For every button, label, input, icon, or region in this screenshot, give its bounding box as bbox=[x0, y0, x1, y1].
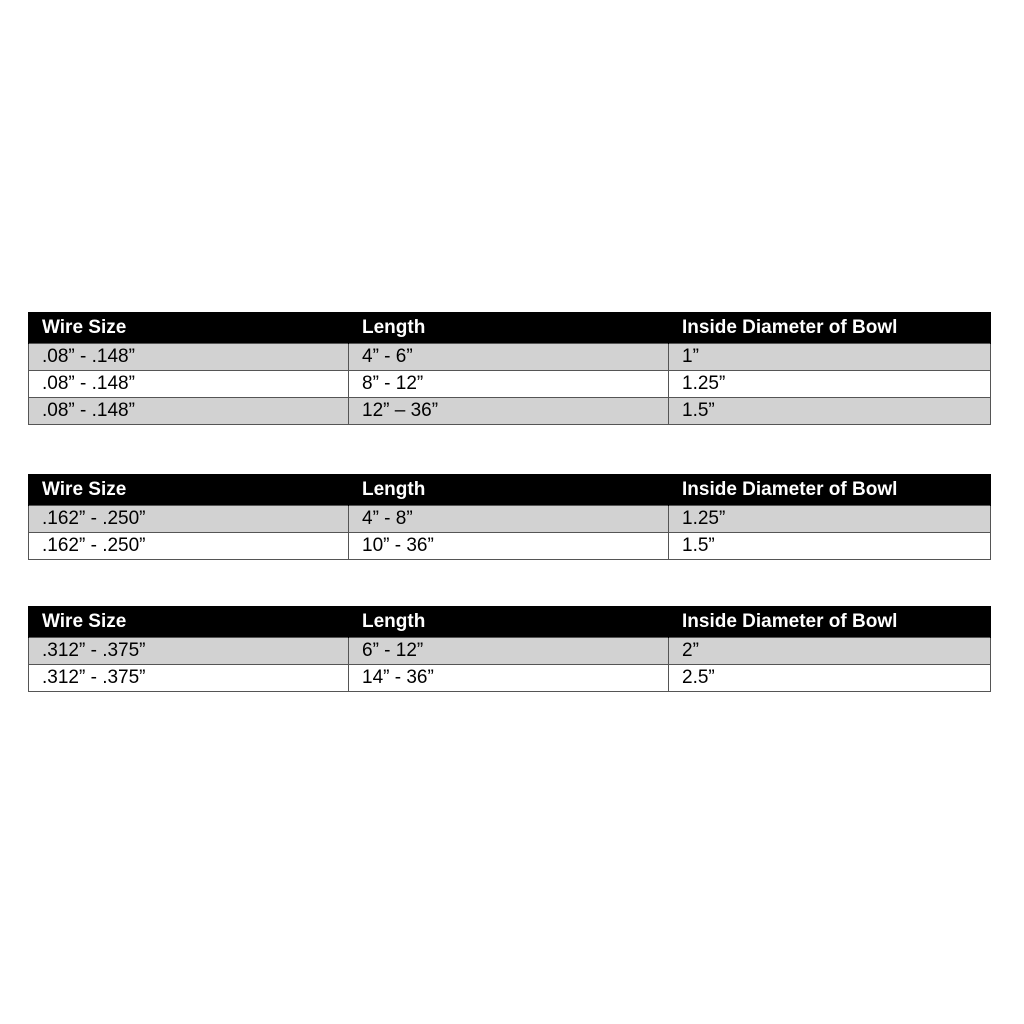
header-length: Length bbox=[349, 312, 669, 344]
cell-length: 4” - 6” bbox=[349, 344, 669, 371]
table-row bbox=[29, 506, 991, 533]
cell-inside-diameter: 1.25” bbox=[669, 371, 991, 398]
header-inside-diameter: Inside Diameter of Bowl bbox=[669, 606, 991, 638]
cell-length: 12” – 36” bbox=[349, 398, 669, 425]
cell-length: 10” - 36” bbox=[349, 533, 669, 560]
table-row bbox=[29, 371, 991, 398]
cell-wire-size: .162” - .250” bbox=[29, 506, 349, 533]
cell-length: 14” - 36” bbox=[349, 665, 669, 692]
header-wire-size: Wire Size bbox=[29, 312, 349, 344]
wire-spec-table-2 bbox=[28, 474, 991, 560]
cell-wire-size: .08” - .148” bbox=[29, 398, 349, 425]
cell-length: 8” - 12” bbox=[349, 371, 669, 398]
table-row bbox=[29, 638, 991, 665]
table-row bbox=[29, 398, 991, 425]
wire-spec-table-1 bbox=[28, 312, 991, 425]
header-length: Length bbox=[349, 606, 669, 638]
header-inside-diameter: Inside Diameter of Bowl bbox=[669, 312, 991, 344]
table-row bbox=[29, 344, 991, 371]
cell-inside-diameter: 1” bbox=[669, 344, 991, 371]
cell-inside-diameter: 2” bbox=[669, 638, 991, 665]
wire-spec-table-3 bbox=[28, 606, 991, 692]
table-row bbox=[29, 533, 991, 560]
cell-inside-diameter: 1.5” bbox=[669, 398, 991, 425]
cell-length: 4” - 8” bbox=[349, 506, 669, 533]
cell-inside-diameter: 1.25” bbox=[669, 506, 991, 533]
cell-wire-size: .312” - .375” bbox=[29, 665, 349, 692]
cell-wire-size: .312” - .375” bbox=[29, 638, 349, 665]
table-header-row bbox=[29, 474, 991, 506]
table-header-row bbox=[29, 606, 991, 638]
table-row bbox=[29, 665, 991, 692]
cell-inside-diameter: 1.5” bbox=[669, 533, 991, 560]
header-length: Length bbox=[349, 474, 669, 506]
cell-wire-size: .08” - .148” bbox=[29, 344, 349, 371]
cell-wire-size: .08” - .148” bbox=[29, 371, 349, 398]
cell-length: 6” - 12” bbox=[349, 638, 669, 665]
header-inside-diameter: Inside Diameter of Bowl bbox=[669, 474, 991, 506]
header-wire-size: Wire Size bbox=[29, 474, 349, 506]
cell-inside-diameter: 2.5” bbox=[669, 665, 991, 692]
cell-wire-size: .162” - .250” bbox=[29, 533, 349, 560]
header-wire-size: Wire Size bbox=[29, 606, 349, 638]
table-header-row bbox=[29, 312, 991, 344]
